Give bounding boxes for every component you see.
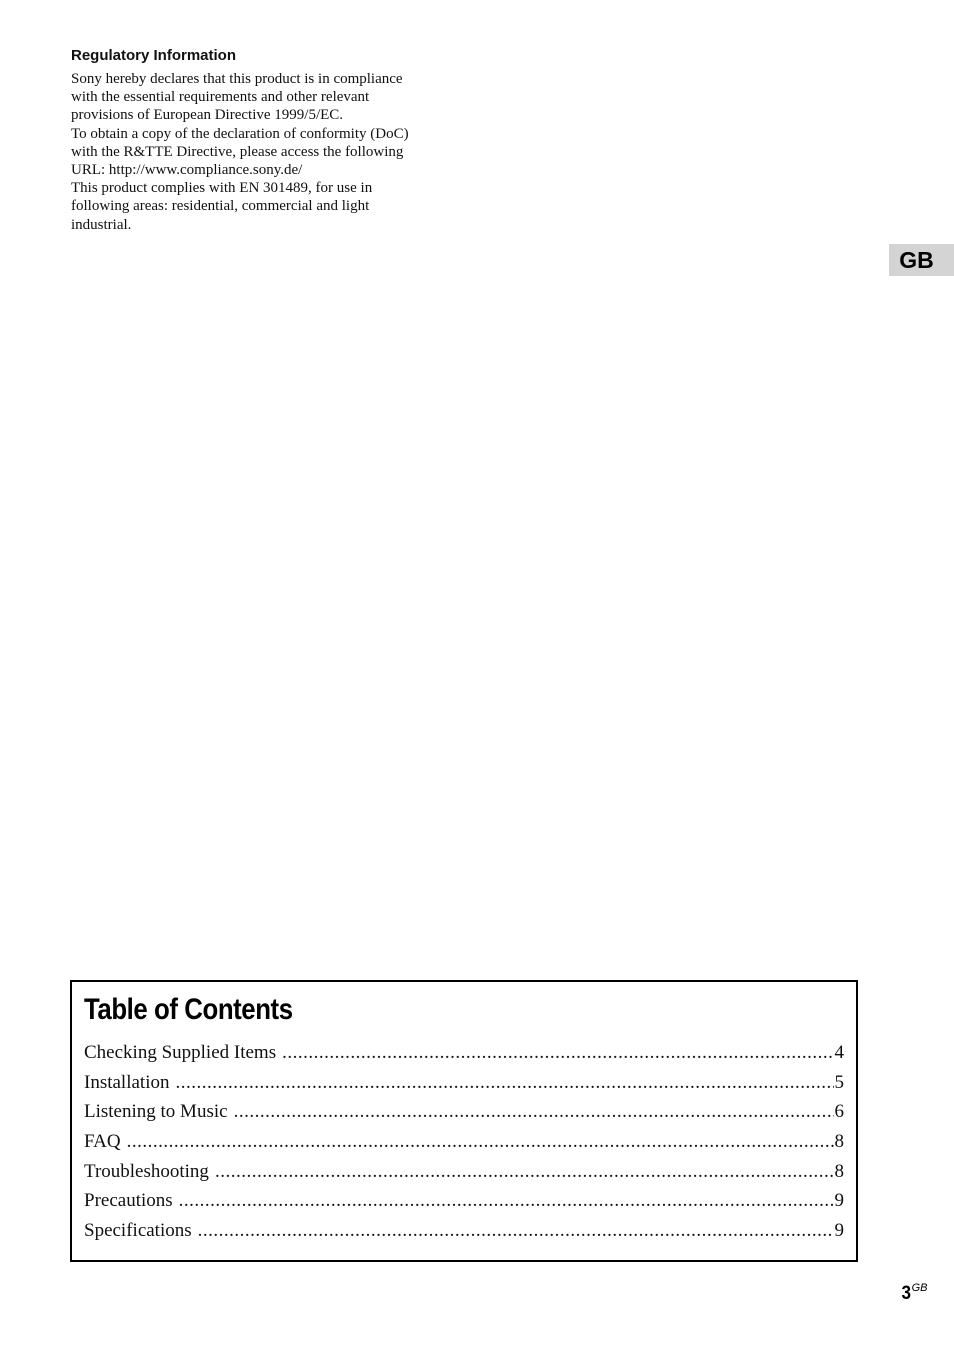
toc-leader-dots	[234, 1097, 834, 1127]
toc-entry-label: Checking Supplied Items	[84, 1038, 282, 1068]
regulatory-line: with the essential requirements and other relevant	[71, 89, 370, 106]
toc-entry-label: Listening to Music	[84, 1097, 234, 1127]
toc-entry-troubleshooting[interactable]	[84, 1157, 844, 1187]
toc-entry-page: 4	[834, 1042, 844, 1063]
toc-leader-dots	[282, 1038, 833, 1068]
page-number	[901, 1282, 927, 1305]
toc-title: Table of Contents	[84, 993, 293, 1026]
toc-entry-specifications[interactable]	[84, 1216, 844, 1246]
toc-entry-installation[interactable]	[84, 1068, 844, 1098]
table-of-contents	[70, 980, 858, 1262]
toc-entry-label: FAQ	[84, 1127, 127, 1157]
toc-list	[84, 1038, 844, 1246]
regulatory-line: URL: http://www.compliance.sony.de/	[71, 162, 303, 179]
page-number-value: 3	[901, 1283, 912, 1304]
toc-leader-dots	[198, 1216, 834, 1246]
regulatory-line: with the R&TTE Directive, please access the following	[71, 143, 404, 160]
language-tab: GB	[889, 244, 954, 276]
regulatory-text	[71, 70, 441, 234]
toc-entry-label: Precautions	[84, 1186, 179, 1216]
regulatory-information-section	[71, 46, 441, 234]
toc-entry-label: Troubleshooting	[84, 1157, 215, 1187]
regulatory-line: This product complies with EN 301489, for use in	[71, 180, 373, 197]
toc-leader-dots	[215, 1157, 834, 1187]
regulatory-line: To obtain a copy of the declaration of conformity (DoC)	[71, 125, 409, 142]
toc-entry-page: 5	[834, 1071, 844, 1093]
toc-entry-label: Installation	[84, 1068, 175, 1098]
regulatory-line: following areas: residential, commercial and light	[71, 198, 370, 215]
regulatory-heading: Regulatory Information	[71, 47, 237, 64]
page-number-suffix: GB	[911, 1282, 928, 1294]
toc-entry-listening-to-music[interactable]	[84, 1097, 844, 1127]
toc-entry-page: 9	[834, 1220, 844, 1242]
toc-entry-faq[interactable]	[84, 1127, 844, 1157]
toc-entry-page: 8	[834, 1131, 844, 1153]
toc-entry-page: 9	[834, 1190, 844, 1212]
toc-leader-dots	[127, 1127, 834, 1157]
toc-entry-page: 8	[834, 1160, 844, 1182]
toc-leader-dots	[175, 1068, 833, 1098]
regulatory-line: provisions of European Directive 1999/5/EC.	[71, 107, 344, 124]
regulatory-line: Sony hereby declares that this product is in compliance	[71, 71, 403, 87]
toc-entry-label: Specifications	[84, 1216, 198, 1246]
toc-leader-dots	[179, 1186, 834, 1216]
toc-entry-page: 6	[834, 1101, 844, 1123]
toc-entry-checking-supplied-items[interactable]	[84, 1038, 844, 1068]
toc-entry-precautions[interactable]	[84, 1186, 844, 1216]
regulatory-line: industrial.	[71, 216, 132, 233]
